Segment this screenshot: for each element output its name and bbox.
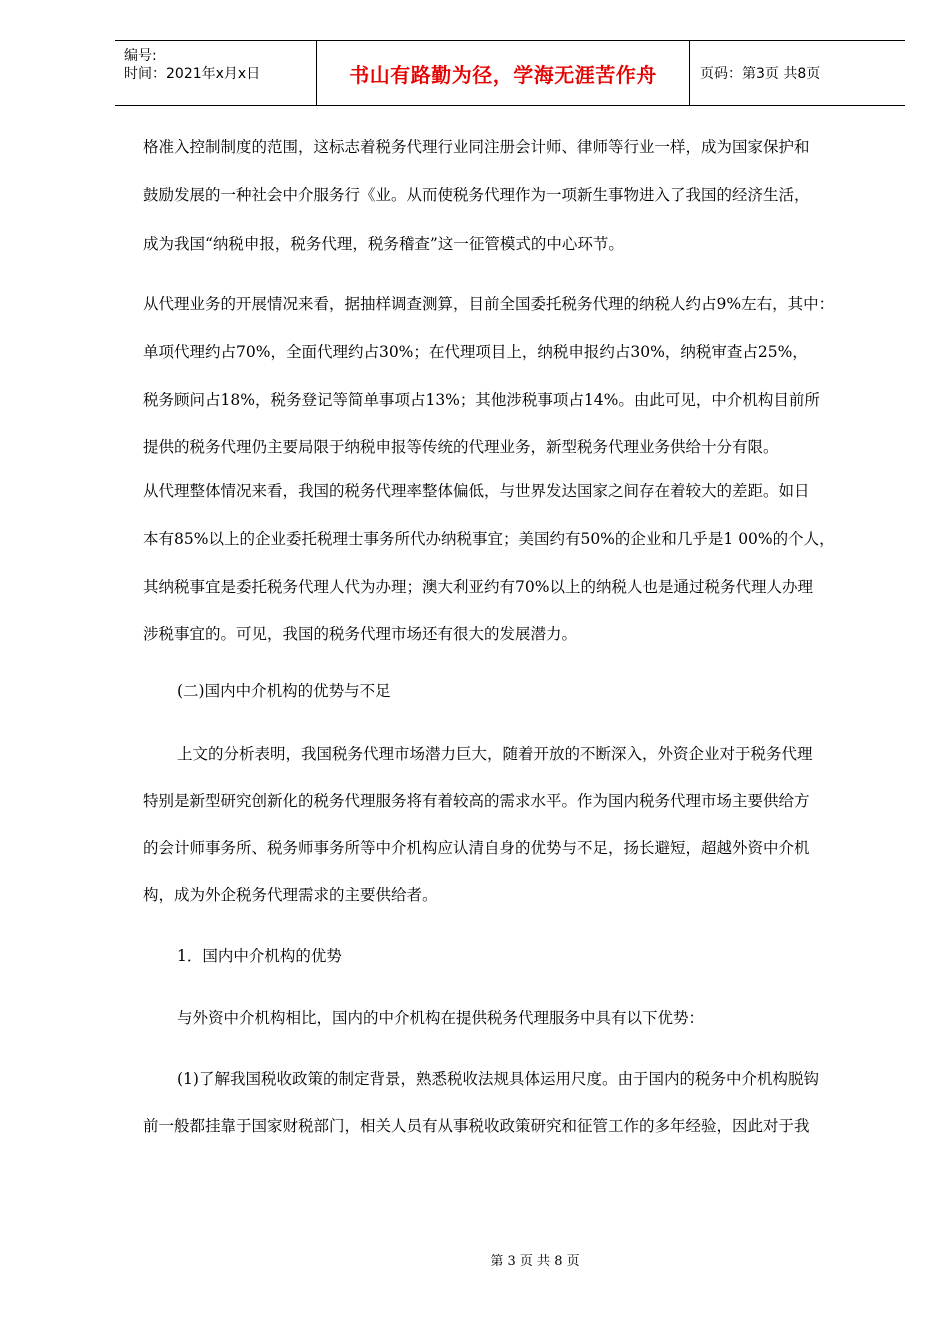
header-page-info: 页码：第3页 共8页 [700,66,821,82]
document-number-label: 编号: [124,48,157,64]
header-motto-cell [316,41,690,105]
page-footer: 第 3 页 共 8 页 [490,1254,580,1269]
header-motto: 书山有路勤为径，学海无涯苦作舟 [349,62,657,87]
header-meta [115,41,316,105]
document-date-label: 时间：2021年x月x日 [124,66,261,82]
page-header [115,40,905,106]
